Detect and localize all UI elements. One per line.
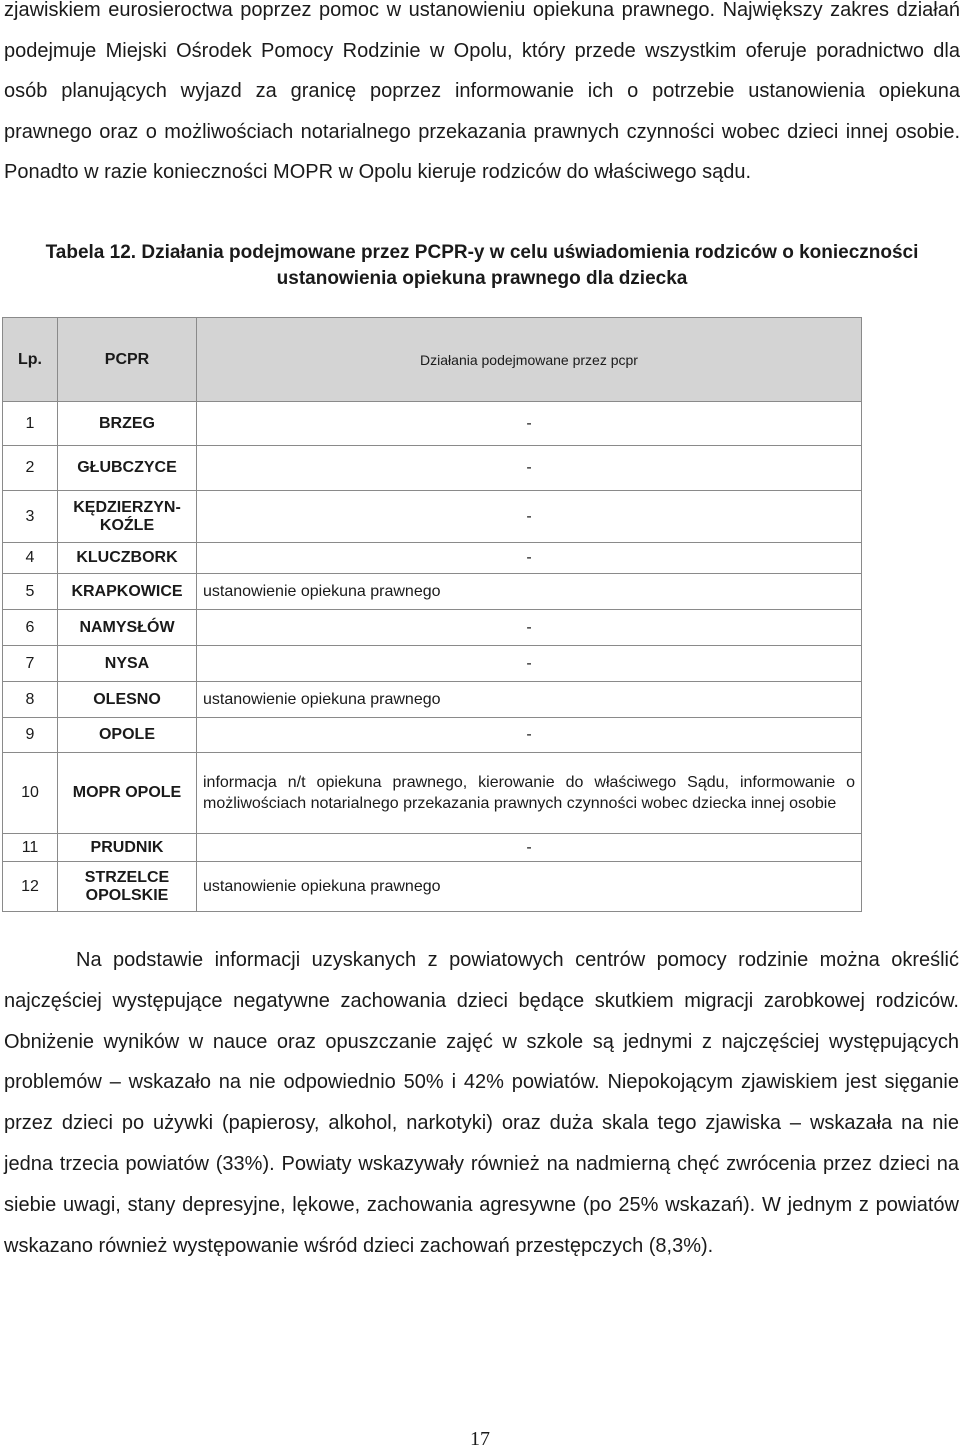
row-action: - xyxy=(197,446,862,491)
table-row xyxy=(3,753,862,834)
row-pcpr: STRZELCE OPOLSKIE xyxy=(58,862,197,912)
row-pcpr: OLESNO xyxy=(58,682,197,718)
row-lp: 4 xyxy=(3,543,58,574)
row-lp: 5 xyxy=(3,574,58,610)
table-row xyxy=(3,402,862,446)
row-pcpr: OPOLE xyxy=(58,718,197,753)
table-row xyxy=(3,682,862,718)
table-row xyxy=(3,862,862,912)
row-action: ustanowienie opiekuna prawnego xyxy=(197,862,862,912)
table-row xyxy=(3,574,862,610)
pcpr-actions-table xyxy=(2,317,862,912)
row-pcpr: NYSA xyxy=(58,646,197,682)
row-pcpr: KLUCZBORK xyxy=(58,543,197,574)
row-lp: 7 xyxy=(3,646,58,682)
row-pcpr: GŁUBCZYCE xyxy=(58,446,197,491)
table-row xyxy=(3,543,862,574)
row-action: - xyxy=(197,718,862,753)
table-row xyxy=(3,718,862,753)
row-lp: 6 xyxy=(3,610,58,646)
row-pcpr: KĘDZIERZYN-KOŹLE xyxy=(58,491,197,543)
row-lp: 2 xyxy=(3,446,58,491)
row-action: informacja n/t opiekuna prawnego, kierowanie do właściwego Sądu, informowanie o możliwościach notarialnego przekazania prawnych czynności wobec dziecka innej osobie xyxy=(197,753,862,834)
row-action: - xyxy=(197,610,862,646)
table-row xyxy=(3,646,862,682)
row-action: - xyxy=(197,402,862,446)
row-pcpr: NAMYSŁÓW xyxy=(58,610,197,646)
header-lp: Lp. xyxy=(3,318,58,402)
row-action: - xyxy=(197,646,862,682)
intro-paragraph xyxy=(4,0,960,193)
row-pcpr: BRZEG xyxy=(58,402,197,446)
row-action: ustanowienie opiekuna prawnego xyxy=(197,682,862,718)
row-pcpr: KRAPKOWICE xyxy=(58,574,197,610)
closing-paragraph xyxy=(4,940,959,1266)
row-action: - xyxy=(197,834,862,862)
table-row xyxy=(3,834,862,862)
row-action: - xyxy=(197,543,862,574)
page-number: 17 xyxy=(470,1428,490,1450)
row-pcpr: PRUDNIK xyxy=(58,834,197,862)
row-lp: 11 xyxy=(3,834,58,862)
row-lp: 1 xyxy=(3,402,58,446)
header-actions: Działania podejmowane przez pcpr xyxy=(197,318,862,402)
row-lp: 8 xyxy=(3,682,58,718)
closing-paragraph-text: Na podstawie informacji uzyskanych z powiatowych centrów pomocy rodzinie można określić najczęściej występujące negatywne zachowania dzieci będące skutkiem migracji zarobkowej rodziców. Obniżenie wyników w nauce oraz opuszczanie zajęć w szkole są jednymi z najczęściej występujących problemów – wskazało na nie odpowiednio 50% i 42% powiatów. Niepokojącym zjawiskiem jest sięganie przez dzieci po używki (papierosy, alkohol, narkotyki) oraz duża skala tego zjawiska – wskazała na nie jedna trzecia powiatów (33%). Powiaty wskazywały również na nadmierną chęć zwrócenia przez dzieci na siebie uwagi, stany depresyjne, lękowe, zachowania agresywne (po 25% wskazań). W jednym z powiatów wskazano również występowanie wśród dzieci zachowań przestępczych (8,3%). xyxy=(4,949,959,1257)
row-lp: 9 xyxy=(3,718,58,753)
row-lp: 12 xyxy=(3,862,58,912)
row-pcpr: MOPR OPOLE xyxy=(58,753,197,834)
header-pcpr: PCPR xyxy=(58,318,197,402)
row-lp: 10 xyxy=(3,753,58,834)
table-row xyxy=(3,446,862,491)
table-header-row xyxy=(3,318,862,402)
row-action: ustanowienie opiekuna prawnego xyxy=(197,574,862,610)
table-caption: Tabela 12. Działania podejmowane przez PCPR-y w celu uświadomienia rodziców o konieczności ustanowienia opiekuna prawnego dla dziecka xyxy=(45,242,919,289)
intro-paragraph-text: zjawiskiem eurosieroctwa poprzez pomoc w ustanowieniu opiekuna prawnego. Największy zakres działań podejmuje Miejski Ośrodek Pomocy Rodzinie w Opolu, który przede wszystkim oferuje poradnictwo dla osób planujących wyjazd za granicę poprzez informowanie ich o potrzebie ustanowienia opiekuna prawnego oraz o możliwościach notarialnego przekazania prawnych czynności wobec dzieci innej osobie. Ponadto w razie konieczności MOPR w Opolu kieruje rodziców do właściwego sądu. xyxy=(4,0,960,184)
row-lp: 3 xyxy=(3,491,58,543)
row-action: - xyxy=(197,491,862,543)
table-row xyxy=(3,610,862,646)
table-row xyxy=(3,491,862,543)
